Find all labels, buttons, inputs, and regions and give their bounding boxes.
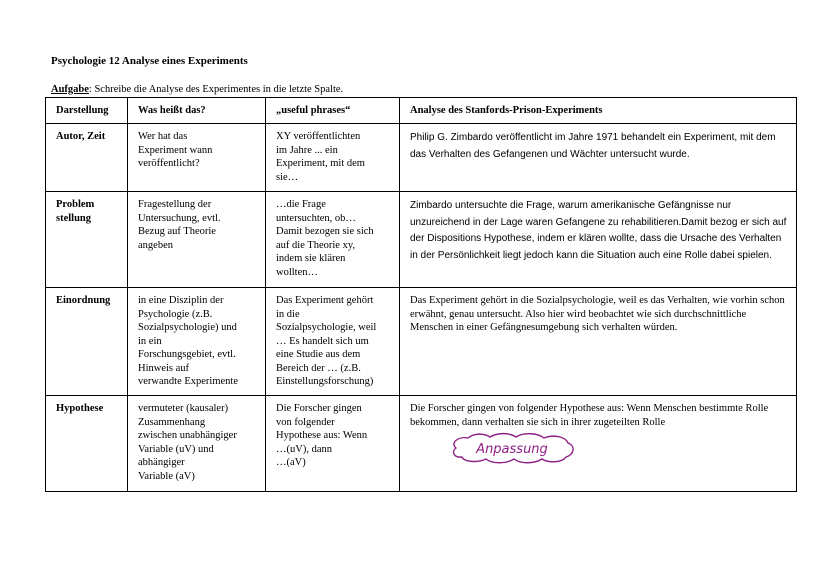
table-row-autor-zeit: [46, 124, 797, 192]
header-darstellung: Darstellung: [46, 98, 128, 124]
task-label: Aufgabe: [51, 84, 89, 95]
row-analysis: Philip G. Zimbardo veröffentlicht im Jahre 1971 behandelt ein Experiment, mit dem das Verhalten des Gefangenen und Wächter untersucht wurde.: [400, 124, 797, 192]
handwritten-note-anpassung: [448, 431, 578, 465]
row-analysis: Die Forscher gingen von folgender Hypothese aus: Wenn Menschen bestimmte Rolle bekommen, dann verhalten sie sich in ihrer zugeteilten Rolle: [410, 403, 769, 428]
row-meaning: in eine Disziplin der Psychologie (z.B. Sozialpsychologie) und in ein Forschungsgebiet, evtl. Hinweis auf verwandte Experimente: [128, 288, 266, 396]
table-row-problemstellung: [46, 192, 797, 288]
header-phrases: „useful phrases“: [266, 98, 400, 124]
task-instruction: [51, 84, 343, 95]
row-label: Autor, Zeit: [46, 124, 128, 192]
row-meaning: Fragestellung der Untersuchung, evtl. Bezug auf Theorie angeben: [128, 192, 266, 288]
handwritten-note-text: Anpassung: [476, 442, 548, 457]
header-meaning: Was heißt das?: [128, 98, 266, 124]
analysis-table: [45, 97, 797, 492]
task-text: : Schreibe die Analyse des Experimentes in die letzte Spalte.: [88, 84, 344, 95]
row-label: Einordnung: [46, 288, 128, 396]
header-analysis: Analyse des Stanfords-Prison-Experiments: [400, 98, 797, 124]
row-analysis-cell: [400, 396, 797, 492]
table-row-einordnung: [46, 288, 797, 396]
table-row-hypothese: [46, 396, 797, 492]
table-header-row: [46, 98, 797, 124]
row-phrases: Das Experiment gehört in die Sozialpsychologie, weil … Es handelt sich um eine Studie aus dem Bereich der … (z.B. Einstellungsforschung): [266, 288, 400, 396]
row-phrases: Die Forscher gingen von folgender Hypothese aus: Wenn …(uV), dann …(aV): [266, 396, 400, 492]
row-label: Problem stellung: [46, 192, 128, 288]
row-analysis: Zimbardo untersuchte die Frage, warum amerikanische Gefängnisse nur unzureichend in der Lage waren Gefangene zu rehabilitieren.Damit bezog er sich auf der Dispositions Hypothese, indem er klären wollte, dass die Ursache des Verhalten in der Persönlichkeit liegt jedoch kann die Situation auch eine Rolle dabei spielen.: [400, 192, 797, 288]
row-analysis: Das Experiment gehört in die Sozialpsychologie, weil es das Verhalten, wie vorhin schon erwähnt, genau untersucht. Also hier wird beobachtet wie sich durchschnittliche Menschen in einer Gefängnesumgebung sich verhalten würden.: [400, 288, 797, 396]
row-phrases: …die Frage untersuchten, ob… Damit bezogen sie sich auf die Theorie xy, indem sie klären wollten…: [266, 192, 400, 288]
row-label: Hypothese: [46, 396, 128, 492]
document-title: Psychologie 12 Analyse eines Experiments: [51, 55, 248, 67]
row-meaning: Wer hat das Experiment wann veröffentlicht?: [128, 124, 266, 192]
row-phrases: XY veröffentlichten im Jahre ... ein Experiment, mit dem sie…: [266, 124, 400, 192]
row-meaning: vermuteter (kausaler) Zusammenhang zwischen unabhängiger Variable (uV) und abhängiger Variable (aV): [128, 396, 266, 492]
